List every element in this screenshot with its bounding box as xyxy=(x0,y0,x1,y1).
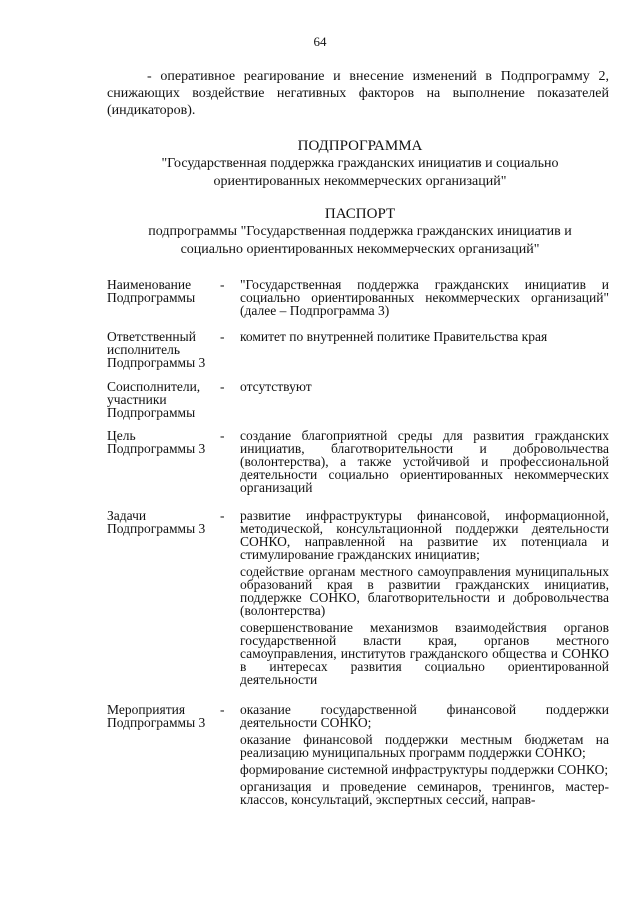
row-label: Мероприятия Подпрограммы 3 xyxy=(107,702,206,730)
content-paragraph: создание благоприятной среды для развития гражданских инициатив, благотворительности и добровольчества (волонтерства), а также устойчивой и профессиональной деятельности социально ориентированных некоммерческих организаций xyxy=(240,428,609,495)
row-dash: - xyxy=(220,379,225,394)
row-label: Наименование Подпрограммы xyxy=(107,277,196,305)
row-dash: - xyxy=(220,508,225,523)
subprogram-title-line-1: "Государственная поддержка гражданских инициатив и социально xyxy=(161,156,559,171)
content-paragraph: оказание финансовой поддержки местным бюджетам на реализацию муниципальных программ поддержки СОНКО; xyxy=(240,732,609,760)
passport-row-coexecutors xyxy=(107,380,609,419)
content-paragraph: совершенствование механизмов взаимодействия органов государственной власти края, органов местного самоуправления, институтов гражданского общества и СОНКО в интересах развития социально ориентированной деятельности xyxy=(240,620,609,687)
row-content xyxy=(240,509,609,690)
row-label: Соисполнители, участники Подпрограммы xyxy=(107,379,201,420)
row-content xyxy=(240,278,609,321)
passport-table xyxy=(107,278,609,810)
row-dash: - xyxy=(220,702,225,717)
row-content xyxy=(240,703,609,810)
subprogram-heading-block xyxy=(100,137,620,191)
passport-row-responsible xyxy=(107,330,609,369)
row-dash: - xyxy=(220,277,225,292)
passport-row-tasks xyxy=(107,509,609,690)
row-content xyxy=(240,330,609,369)
content-paragraph: отсутствуют xyxy=(240,379,312,394)
intro-paragraph: - оперативное реагирование и внесение изменений в Подпрограмму 2, снижающих воздействие негативных факторов на выполнение показателей (индикаторов). xyxy=(107,69,609,118)
subprogram-heading: ПОДПРОГРАММА xyxy=(297,138,423,154)
row-content xyxy=(240,429,609,498)
content-paragraph: формирование системной инфраструктуры поддержки СОНКО; xyxy=(240,762,609,777)
row-dash: - xyxy=(220,428,225,443)
passport-title-line-1: подпрограммы "Государственная поддержка гражданских инициатив и xyxy=(148,224,572,239)
row-label: Задачи Подпрограммы 3 xyxy=(107,508,206,536)
page-number: 64 xyxy=(313,34,327,49)
content-paragraph: оказание государственной финансовой поддержки деятельности СОНКО; xyxy=(240,702,609,730)
passport-heading: ПАСПОРТ xyxy=(324,206,396,222)
content-paragraph: развитие инфраструктуры финансовой, информационной, методической, консультационной поддержки деятельности СОНКО, направленной на развитие их потенциала и стимулирование гражданских инициатив; xyxy=(240,508,609,562)
content-paragraph: содействие органам местного самоуправления муниципальных образований края в развитии гражданских инициатив, поддержке СОНКО, благотворительности и добровольчества (волонтерства) xyxy=(240,564,609,618)
content-paragraph: комитет по внутренней политике Правительства края xyxy=(240,329,548,344)
content-paragraph: "Государственная поддержка гражданских инициатив и социально ориентированных некоммерческих организаций" (далее – Подпрограмма 3) xyxy=(240,277,609,318)
row-dash: - xyxy=(220,329,225,344)
row-content xyxy=(240,380,609,419)
passport-row-goal xyxy=(107,429,609,498)
passport-row-name xyxy=(107,278,609,321)
content-paragraph: организация и проведение семинаров, тренингов, мастер-классов, консультаций, экспертных сессий, направ- xyxy=(240,779,609,807)
row-label: Ответственный исполнитель Подпрограммы 3 xyxy=(107,329,206,370)
passport-heading-block xyxy=(100,205,620,259)
passport-title-line-2: социально ориентированных некоммерческих организаций" xyxy=(180,242,540,257)
passport-row-events xyxy=(107,703,609,810)
subprogram-title-line-2: ориентированных некоммерческих организаций" xyxy=(213,174,507,189)
row-label: Цель Подпрограммы 3 xyxy=(107,428,206,456)
